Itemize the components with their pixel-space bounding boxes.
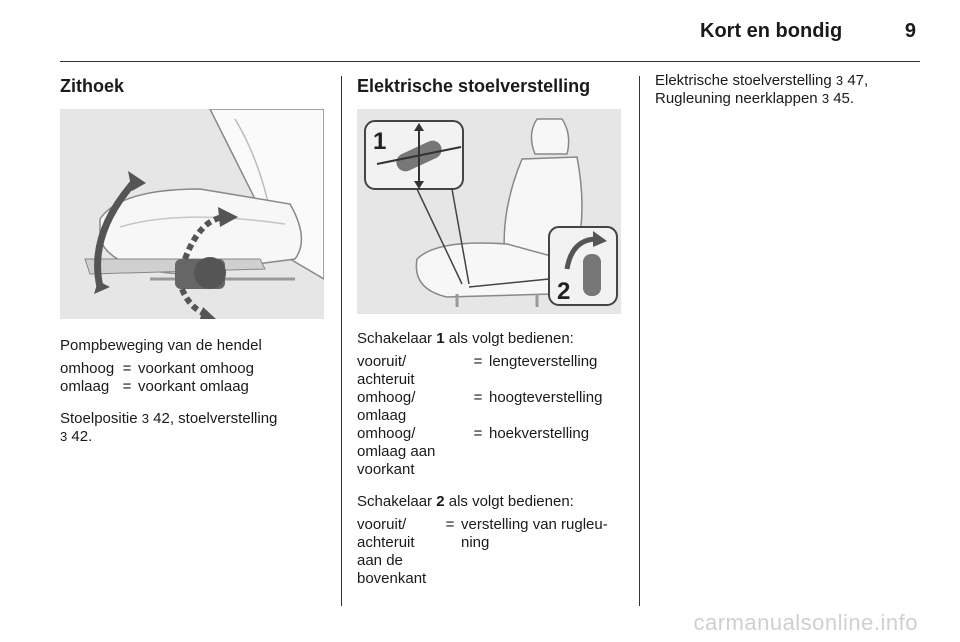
ref-text: Rugleuning neerklappen	[655, 90, 818, 107]
def-description: hoekverstelling	[489, 425, 590, 442]
page-reference-icon: 3	[821, 91, 830, 106]
column-references	[655, 72, 920, 108]
figure-caption: Pompbeweging van de hendel	[60, 337, 262, 354]
section-heading-electric-seat: Elektrische stoelverstelling	[357, 76, 591, 96]
switch2-caption	[357, 493, 619, 511]
ref-link[interactable]: 42, stoelverstelling	[153, 410, 278, 427]
caption-text: Schakelaar	[357, 493, 433, 510]
def-term: omhoog/ omlaag	[357, 389, 416, 424]
electric-seat-drawing	[357, 109, 621, 314]
page-title: Kort en bondig	[700, 20, 843, 42]
page-number: 9	[904, 20, 916, 42]
def-description: lengteverstelling	[489, 353, 598, 370]
page-reference-icon: 3	[60, 429, 68, 444]
caption-text: als volgt bedienen:	[448, 330, 574, 347]
switch2-definition-list	[357, 516, 619, 588]
ref-link[interactable]: 47,	[847, 72, 869, 89]
ref-link[interactable]: 42.	[71, 428, 93, 445]
def-equals: =	[473, 353, 483, 370]
watermark: carmanualsonline.info	[693, 610, 918, 635]
ref-text: Stoelpositie	[60, 410, 138, 427]
ref-text: Elektrische stoelverstelling	[655, 72, 832, 89]
caption-text: als volgt bedienen:	[448, 493, 574, 510]
pump-definition-list	[60, 360, 325, 396]
switch-number: 1	[436, 330, 445, 347]
seat-tilt-drawing	[60, 109, 324, 319]
switch-number: 2	[436, 493, 445, 510]
def-equals: =	[445, 516, 455, 533]
header-divider	[60, 61, 920, 62]
caption-text: Schakelaar	[357, 330, 433, 347]
def-equals: =	[473, 389, 483, 406]
figure-label-1: 1	[373, 128, 387, 155]
def-term: omlaag	[60, 378, 110, 395]
def-equals: =	[122, 378, 132, 395]
def-term: vooruit/ achteruit aan de bovenkant	[357, 516, 427, 587]
ref-link[interactable]: 45.	[833, 90, 855, 107]
def-description: hoogteverstelling	[489, 389, 603, 406]
def-description: verstelling van rugleu-ning	[461, 516, 608, 551]
def-term: vooruit/ achteruit	[357, 353, 415, 388]
figure-label-2: 2	[557, 278, 571, 305]
column-divider-1	[341, 76, 342, 606]
def-equals: =	[122, 360, 132, 377]
electric-seat-illustration	[357, 109, 621, 314]
def-description: voorkant omlaag	[138, 378, 249, 395]
def-description: voorkant omhoog	[138, 360, 254, 377]
cross-reference	[60, 410, 325, 446]
def-equals: =	[473, 425, 483, 442]
switch1-caption	[357, 330, 619, 348]
column-seat-tilt	[60, 74, 325, 446]
def-term: omhoog	[60, 360, 115, 377]
page-reference-icon: 3	[835, 73, 844, 88]
column-electric-seat	[357, 74, 619, 588]
reference-line-2	[655, 90, 920, 108]
seat-tilt-illustration	[60, 109, 324, 319]
page-reference-icon: 3	[141, 411, 149, 426]
switch1-definition-list	[357, 353, 619, 479]
section-heading-zithoek: Zithoek	[60, 76, 125, 96]
column-divider-2	[639, 76, 640, 606]
reference-line-1	[655, 72, 920, 90]
def-term: omhoog/ omlaag aan voorkant	[357, 425, 436, 478]
